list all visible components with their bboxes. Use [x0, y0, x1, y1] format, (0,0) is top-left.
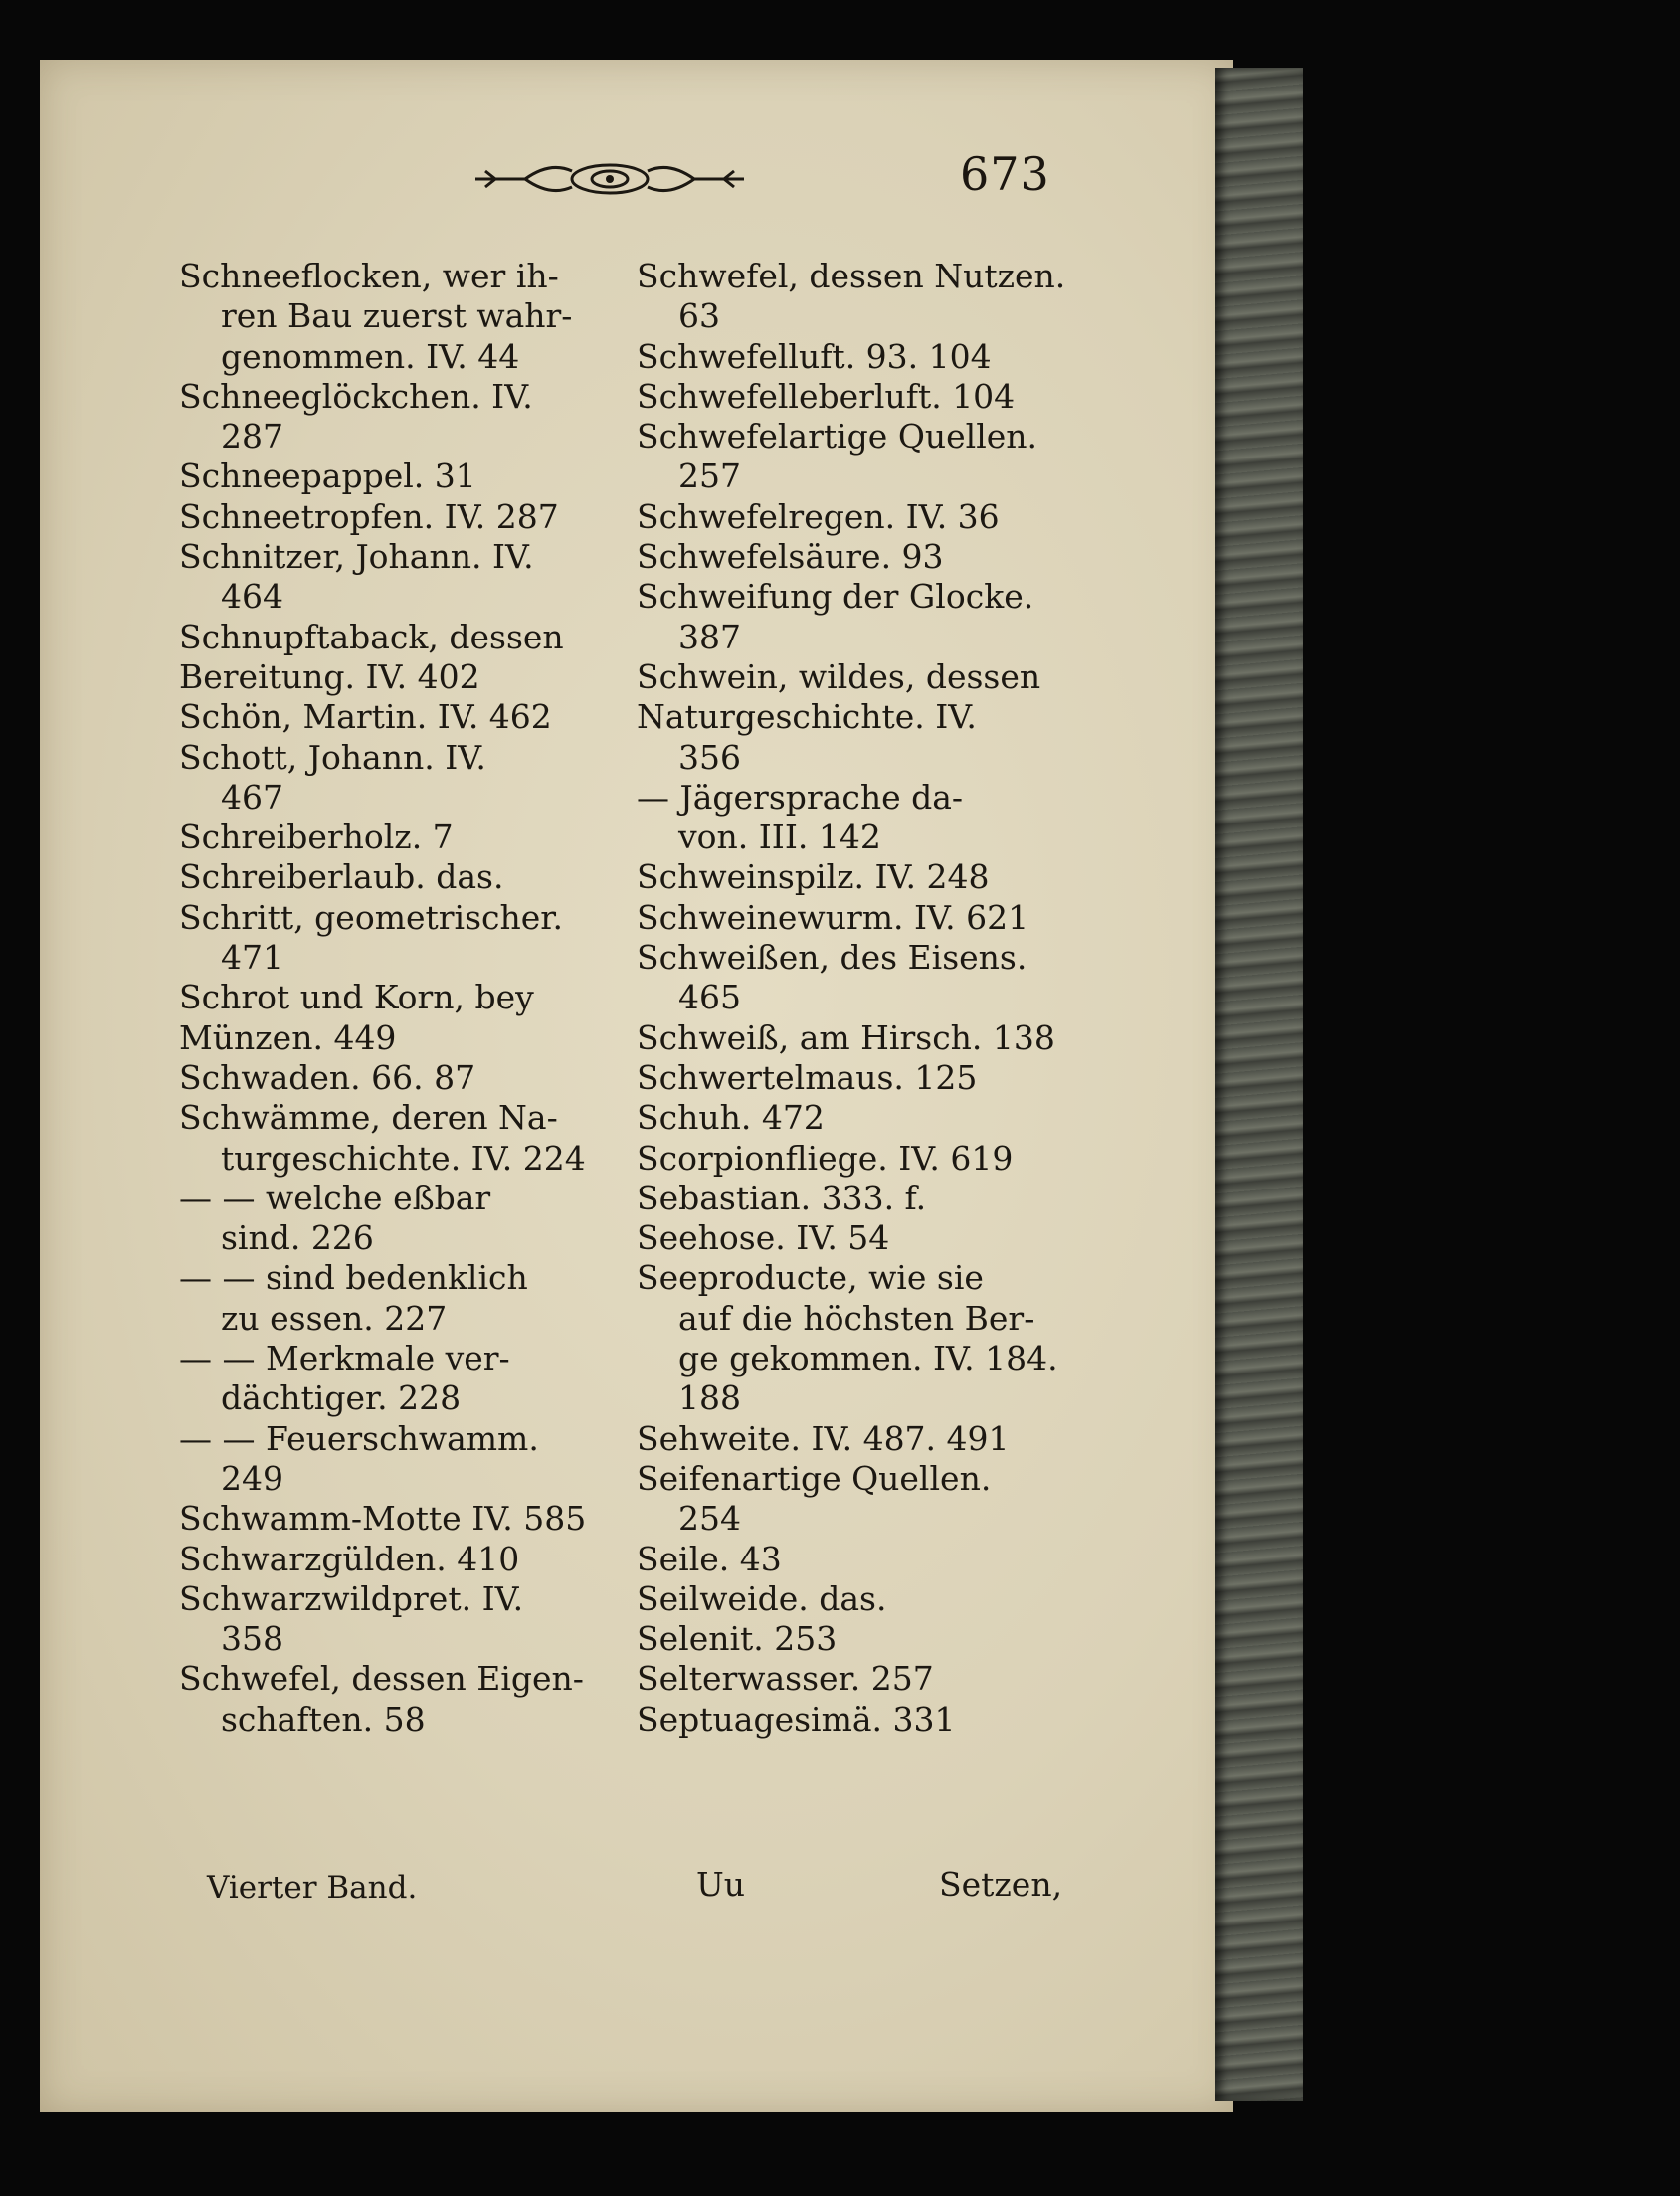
index-entry: Schwefel, dessen Eigen- — [179, 1659, 584, 1699]
index-entry: Schweinspilz. IV. 248 — [637, 857, 990, 897]
index-entry: auf die höchsten Ber- — [678, 1298, 1035, 1338]
index-entry: Selenit. 253 — [637, 1619, 838, 1659]
signature-mark: Uu — [696, 1865, 746, 1904]
index-entry: Schwein, wildes, dessen — [637, 656, 1041, 696]
index-entry: Schwarzwildpret. IV. — [179, 1578, 524, 1618]
index-entry: schaften. 58 — [221, 1699, 426, 1738]
index-entry: Schwefel, dessen Nutzen. — [637, 257, 1066, 295]
index-entry: Schweifung der Glocke. — [637, 577, 1034, 617]
index-entry: Schneeglöckchen. IV. — [179, 376, 533, 416]
index-entry: ge gekommen. IV. 184. — [678, 1339, 1058, 1378]
index-entry: 287 — [221, 417, 283, 457]
index-entry: Schweißen, des Eisens. — [637, 938, 1027, 978]
index-entry: Schnupftaback, dessen — [179, 617, 564, 656]
index-entry: 387 — [678, 617, 741, 656]
index-entry: Seehose. IV. 54 — [637, 1218, 890, 1258]
index-entry: 188 — [678, 1378, 741, 1418]
index-entry: Schwefelartige Quellen. — [637, 417, 1038, 457]
index-entry: Schwarzgülden. 410 — [179, 1539, 520, 1578]
index-entry: ren Bau zuerst wahr- — [221, 296, 573, 336]
index-entry: Schneeflocken, wer ih- — [179, 257, 559, 295]
index-entry: 254 — [678, 1499, 741, 1539]
index-entry: zu essen. 227 — [221, 1298, 448, 1338]
index-entry: 249 — [221, 1458, 283, 1498]
index-entry: — — sind bedenklich — [179, 1258, 528, 1298]
catchword: Setzen, — [939, 1865, 1063, 1904]
index-entry: Septuagesimä. 331 — [637, 1699, 956, 1738]
index-entry: Schweinewurm. IV. 621 — [637, 897, 1029, 937]
index-entry: 464 — [221, 577, 283, 617]
book-cover-edge — [1215, 68, 1303, 2101]
volume-signature: Vierter Band. — [207, 1870, 418, 1906]
index-entry: Seeproducte, wie sie — [637, 1258, 984, 1298]
index-entry: 63 — [678, 296, 720, 336]
index-entry: Schnitzer, Johann. IV. — [179, 537, 534, 577]
index-entry: von. III. 142 — [678, 818, 881, 857]
index-entry: Sebastian. 333. f. — [637, 1178, 927, 1217]
index-entry: sind. 226 — [221, 1218, 374, 1258]
index-entry: Schwefelleberluft. 104 — [637, 376, 1016, 416]
index-entry: Münzen. 449 — [179, 1017, 397, 1057]
index-entry: Selterwasser. 257 — [637, 1659, 934, 1699]
index-entry: Schwamm-Motte IV. 585 — [179, 1499, 587, 1539]
index-entry: Schreiberlaub. das. — [179, 857, 504, 897]
index-entry: dächtiger. 228 — [221, 1378, 462, 1418]
index-entry: — — Feuerschwamm. — [179, 1418, 539, 1458]
index-entry: Schwefelluft. 93. 104 — [637, 336, 992, 376]
index-entry: 257 — [678, 457, 741, 496]
page-number: 673 — [960, 147, 1050, 201]
index-entry: 467 — [221, 777, 283, 817]
index-entry: Seilweide. das. — [637, 1578, 887, 1618]
index-entry: Schuh. 472 — [637, 1098, 825, 1138]
index-entry: Schwaden. 66. 87 — [179, 1057, 476, 1097]
index-entry: Schritt, geometrischer. — [179, 897, 563, 937]
index-entry: 465 — [678, 978, 741, 1017]
index-entry: Seifenartige Quellen. — [637, 1458, 992, 1498]
index-entry: 471 — [221, 938, 283, 978]
index-entry: Bereitung. IV. 402 — [179, 656, 480, 696]
index-entry: Schwämme, deren Na- — [179, 1098, 558, 1138]
index-entry: Seile. 43 — [637, 1539, 782, 1578]
index-entry: Schrot und Korn, bey — [179, 978, 534, 1017]
index-entry: Schott, Johann. IV. — [179, 737, 486, 777]
index-entry: genommen. IV. 44 — [221, 336, 520, 376]
index-entry: Schweiß, am Hirsch. 138 — [637, 1017, 1055, 1057]
index-column-right — [637, 257, 1074, 1739]
index-entry: 356 — [678, 737, 741, 777]
index-entry: Schön, Martin. IV. 462 — [179, 697, 552, 737]
index-entry: Schwefelregen. IV. 36 — [637, 496, 1000, 536]
index-entry: Schwertelmaus. 125 — [637, 1057, 978, 1097]
index-entry: Schwefelsäure. 93 — [637, 537, 944, 577]
index-entry: Naturgeschichte. IV. — [637, 697, 977, 737]
index-entry: — — welche eßbar — [179, 1178, 491, 1217]
index-entry: Sehweite. IV. 487. 491 — [637, 1418, 1010, 1458]
ornament-header-icon — [466, 149, 754, 209]
index-entry: — Jägersprache da- — [637, 777, 964, 817]
index-entry: turgeschichte. IV. 224 — [221, 1138, 586, 1178]
index-entry: Schneetropfen. IV. 287 — [179, 496, 559, 536]
index-entry: Schneepappel. 31 — [179, 457, 476, 496]
index-entry: 358 — [221, 1619, 283, 1659]
index-entry: Scorpionfliege. IV. 619 — [637, 1138, 1014, 1178]
index-entry: Schreiberholz. 7 — [179, 818, 454, 857]
index-column-left — [179, 257, 622, 1739]
index-entry: — — Merkmale ver- — [179, 1339, 510, 1378]
